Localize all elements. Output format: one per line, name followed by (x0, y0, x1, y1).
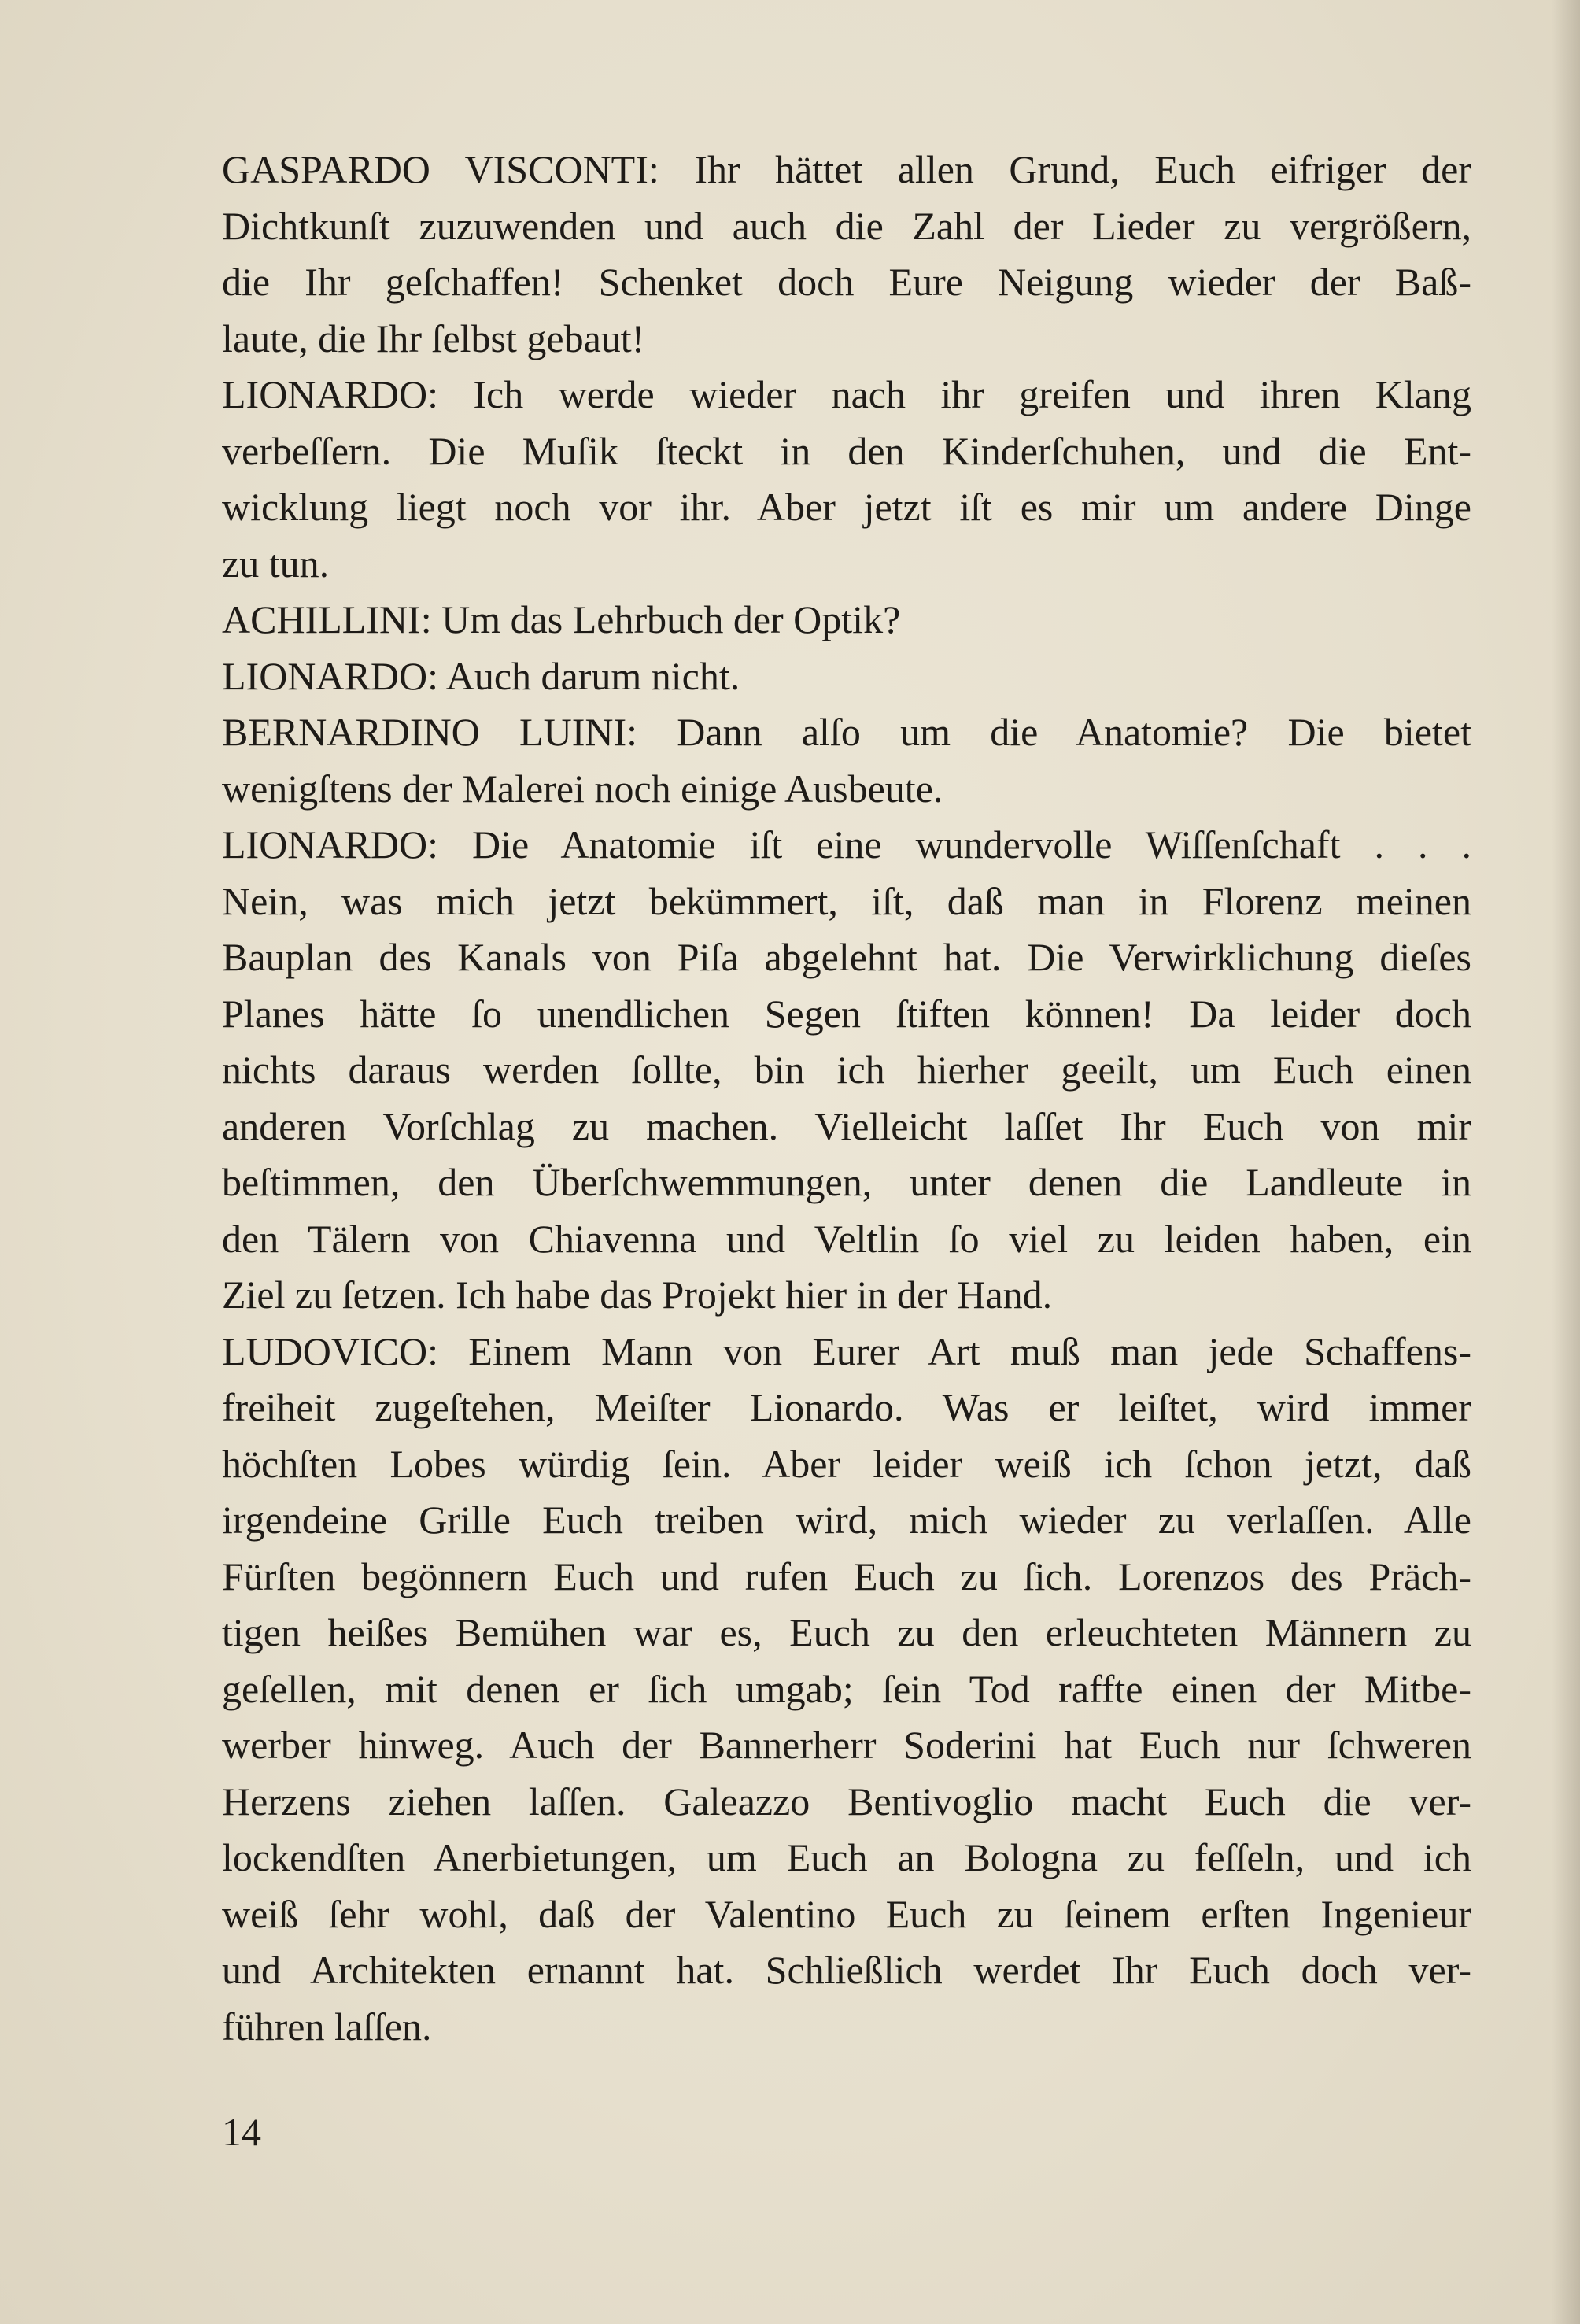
text-line: beſtimmen, den Überſchwemmungen, unter denen die Landleute in (222, 1160, 1471, 1204)
text-line: die Ihr geſchaffen! Schenket doch Eure Neigung wieder der Baß- (222, 260, 1471, 304)
text-line: irgendeine Grille Euch treiben wird, mich wieder zu verlaſſen. Alle (222, 1498, 1471, 1542)
text-line: GASPARDO VISCONTI: Ihr hättet allen Grund, Euch eifriger der (222, 147, 1471, 191)
text-line: Herzens ziehen laſſen. Galeazzo Bentivoglio macht Euch die ver- (222, 1779, 1471, 1823)
text-line: tigen heißes Bemühen war es, Euch zu den erleuchteten Männern zu (222, 1610, 1471, 1654)
text-line: LUDOVICO: Einem Mann von Eurer Art muß man jede Schaffens- (222, 1328, 1471, 1373)
text-line: wicklung liegt noch vor ihr. Aber jetzt iſt es mir um andere Dinge (222, 485, 1471, 529)
text-line: LIONARDO: Die Anatomie iſt eine wundervolle Wiſſenſchaft . . . (222, 822, 1471, 866)
page-number: 14 (222, 2110, 261, 2154)
text-line: den Tälern von Chiavenna und Veltlin ſo viel zu leiden haben, ein (222, 1216, 1471, 1261)
text-line: weiß ſehr wohl, daß der Valentino Euch zu ſeinem erſten Ingenieur (222, 1891, 1471, 1936)
text-line: nichts daraus werden ſollte, bin ich hierher geeilt, um Euch einen (222, 1047, 1471, 1092)
text-line: Fürſten begönnern Euch und rufen Euch zu ſich. Lorenzos des Präch- (222, 1554, 1471, 1598)
text-line: BERNARDINO LUINI: Dann alſo um die Anatomie? Die bietet (222, 710, 1471, 754)
text-line: anderen Vorſchlag zu machen. Vielleicht laſſet Ihr Euch von mir (222, 1103, 1471, 1148)
text-line: ACHILLINI: Um das Lehrbuch der Optik? (222, 597, 901, 641)
text-line: Bauplan des Kanals von Piſa abgelehnt hat. Die Verwirklichung dieſes (222, 935, 1471, 979)
text-line: freiheit zugeſtehen, Meiſter Lionardo. Was er leiſtet, wird immer (222, 1385, 1471, 1429)
text-line: wenigſtens der Malerei noch einige Ausbeute. (222, 766, 943, 811)
text-line: verbeſſern. Die Muſik ſteckt in den Kinderſchuhen, und die Ent- (222, 428, 1471, 473)
page-edge-shadow (1552, 0, 1580, 2324)
text-line: und Architekten ernannt hat. Schließlich werdet Ihr Euch doch ver- (222, 1948, 1471, 1992)
text-line: zu tun. (222, 541, 330, 586)
text-line: führen laſſen. (222, 2004, 432, 2049)
text-line: laute, die Ihr ſelbst gebaut! (222, 316, 645, 360)
text-line: LIONARDO: Auch darum nicht. (222, 653, 740, 698)
text-line: lockendſten Anerbietungen, um Euch an Bologna zu feſſeln, und ich (222, 1835, 1471, 1879)
text-line: geſellen, mit denen er ſich umgab; ſein Tod raffte einen der Mitbe- (222, 1666, 1471, 1711)
text-line: Planes hätte ſo unendlichen Segen ſtiften können! Da leider doch (222, 991, 1471, 1036)
text-line: LIONARDO: Ich werde wieder nach ihr greifen und ihren Klang (222, 372, 1471, 416)
text-line: Ziel zu ſetzen. Ich habe das Projekt hier in der Hand. (222, 1273, 1053, 1317)
dialogue-text-block (222, 142, 1471, 2055)
text-line: Nein, was mich jetzt bekümmert, iſt, daß man in Florenz meinen (222, 878, 1471, 923)
text-line: höchſten Lobes würdig ſein. Aber leider weiß ich ſchon jetzt, daß (222, 1441, 1471, 1486)
text-line: Dichtkunſt zuzuwenden und auch die Zahl der Lieder zu vergrößern, (222, 203, 1471, 248)
text-line: werber hinweg. Auch der Bannerherr Soderini hat Euch nur ſchweren (222, 1723, 1471, 1767)
